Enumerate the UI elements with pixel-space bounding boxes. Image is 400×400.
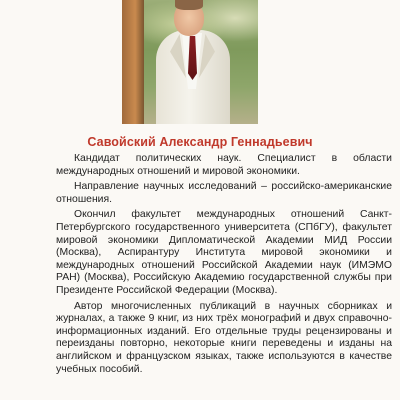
bio-paragraph-education: Окончил факультет международных отношений Санкт-Петербургского государственного университета (СПбГУ), факультет мировой экономики Дипломатической Академии МИД России (Москва), Аспирантуру Института мировой экономики и международных отношений Российской Академии наук (ИМЭМО РАН) (Москва), Российскую Академию государственной службы при Президенте Российской Федерации (Москва).	[56, 209, 392, 296]
person-name-heading: Савойский Александр Геннадьевич	[87, 135, 313, 149]
bio-paragraph-research: Направление научных исследований – российско-американские отношения.	[56, 181, 392, 205]
tree-trunk	[122, 0, 144, 124]
bio-paragraph-publications: Автор многочисленных публикаций в научных сборниках и журналах, а также 9 книг, из них трёх монографий и двух справочно-информационных изданий. Его отдельные труды рецензированы и переизданы повторно, некоторые книги переведены и изданы на английском и французском языках, также используются в качестве учебных пособий.	[56, 300, 392, 375]
bio-paragraph-degree: Кандидат политических наук. Специалист в области международных отношений и мировой экономики.	[56, 153, 392, 177]
bio-text	[56, 153, 392, 379]
portrait-photo	[122, 0, 258, 124]
hair	[175, 0, 203, 10]
